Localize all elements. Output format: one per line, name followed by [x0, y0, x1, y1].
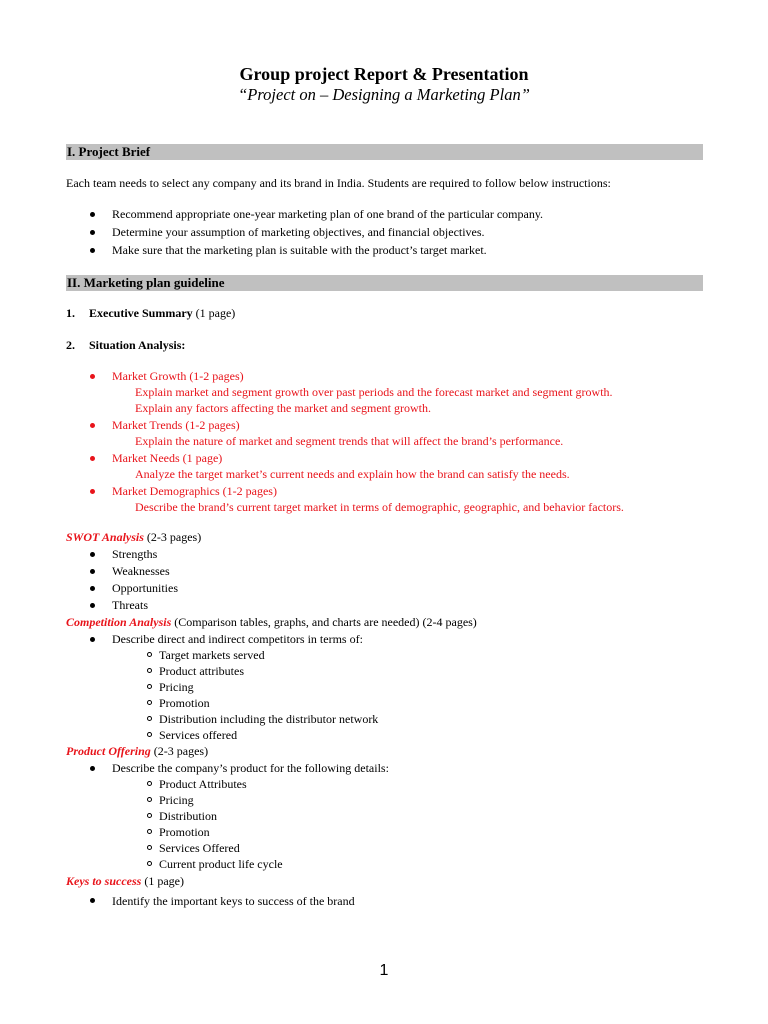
bullet-icon [90, 456, 95, 461]
competition-item: Target markets served [159, 648, 265, 662]
brief-bullet-3: Make sure that the marketing plan is suitable with the product’s target market. [112, 243, 487, 257]
project-brief-intro: Each team needs to select any company and its brand in India. Students are required to follow below instructions: [66, 176, 611, 190]
item-1-executive-summary: Executive Summary (1 page) [89, 306, 236, 320]
market-growth-desc-1: Explain market and segment growth over past periods and the forecast market and segment growth. [135, 385, 613, 399]
competition-bullet: Describe direct and indirect competitors in terms of: [112, 632, 363, 646]
document-subtitle: “Project on – Designing a Marketing Plan” [238, 85, 530, 104]
circle-bullet-icon [147, 732, 152, 737]
bullet-icon [90, 898, 95, 903]
item-1-number: 1. [66, 306, 75, 320]
product-item: Promotion [159, 825, 210, 839]
product-item: Distribution [159, 809, 218, 823]
bullet-icon [90, 569, 95, 574]
product-offering-heading: Product Offering (2-3 pages) [66, 744, 209, 758]
competition-item: Pricing [159, 680, 194, 694]
circle-bullet-icon [147, 716, 152, 721]
swot-item-strengths: Strengths [112, 547, 158, 561]
bullet-icon [90, 248, 95, 253]
market-demographics-label: Market Demographics (1-2 pages) [112, 484, 277, 498]
bullet-icon [90, 212, 95, 217]
bullet-icon [90, 374, 95, 379]
circle-bullet-icon [147, 829, 152, 834]
market-needs-desc: Analyze the target market’s current needs and explain how the brand can satisfy the needs. [135, 467, 570, 481]
competition-item: Promotion [159, 696, 210, 710]
competition-item: Product attributes [159, 664, 244, 678]
swot-item-threats: Threats [112, 598, 148, 612]
circle-bullet-icon [147, 652, 152, 657]
section-heading-marketing-plan: II. Marketing plan guideline [66, 275, 703, 291]
brief-bullet-2: Determine your assumption of marketing objectives, and financial objectives. [112, 225, 485, 239]
circle-bullet-icon [147, 861, 152, 866]
keys-to-success-bullet: Identify the important keys to success of the brand [112, 894, 355, 908]
bullet-icon [90, 766, 95, 771]
page-number: 1 [379, 962, 389, 979]
document-title: Group project Report & Presentation [239, 64, 529, 84]
circle-bullet-icon [147, 813, 152, 818]
market-demographics-desc: Describe the brand’s current target market in terms of demographic, geographic, and behavior factors. [135, 500, 624, 514]
product-item: Services Offered [159, 841, 240, 855]
circle-bullet-icon [147, 845, 152, 850]
bullet-icon [90, 230, 95, 235]
circle-bullet-icon [147, 684, 152, 689]
bullet-icon [90, 552, 95, 557]
product-item: Pricing [159, 793, 194, 807]
circle-bullet-icon [147, 668, 152, 673]
bullet-icon [90, 489, 95, 494]
bullet-icon [90, 637, 95, 642]
competition-item: Services offered [159, 728, 238, 742]
bullet-icon [90, 586, 95, 591]
swot-item-opportunities: Opportunities [112, 581, 178, 595]
competition-heading: Competition Analysis (Comparison tables, graphs, and charts are needed) (2-4 pages) [66, 615, 477, 629]
swot-item-weaknesses: Weaknesses [112, 564, 170, 578]
circle-bullet-icon [147, 797, 152, 802]
item-2-situation-analysis: Situation Analysis: [89, 338, 186, 352]
circle-bullet-icon [147, 700, 152, 705]
product-item: Current product life cycle [159, 857, 283, 871]
competition-item: Distribution including the distributor network [159, 712, 379, 726]
market-trends-desc: Explain the nature of market and segment trends that will affect the brand’s performance. [135, 434, 564, 448]
swot-heading: SWOT Analysis (2-3 pages) [66, 530, 202, 544]
bullet-icon [90, 423, 95, 428]
keys-to-success-heading: Keys to success (1 page) [66, 874, 184, 888]
product-offering-bullet: Describe the company’s product for the following details: [112, 761, 389, 775]
item-2-number: 2. [66, 338, 75, 352]
circle-bullet-icon [147, 781, 152, 786]
market-growth-desc-2: Explain any factors affecting the market and segment growth. [135, 401, 432, 415]
market-growth-label: Market Growth (1-2 pages) [112, 369, 244, 383]
section-heading-project-brief: I. Project Brief [66, 144, 703, 160]
bullet-icon [90, 603, 95, 608]
product-item: Product Attributes [159, 777, 247, 791]
market-needs-label: Market Needs (1 page) [112, 451, 223, 465]
market-trends-label: Market Trends (1-2 pages) [112, 418, 240, 432]
brief-bullet-1: Recommend appropriate one-year marketing plan of one brand of the particular company. [112, 207, 544, 221]
